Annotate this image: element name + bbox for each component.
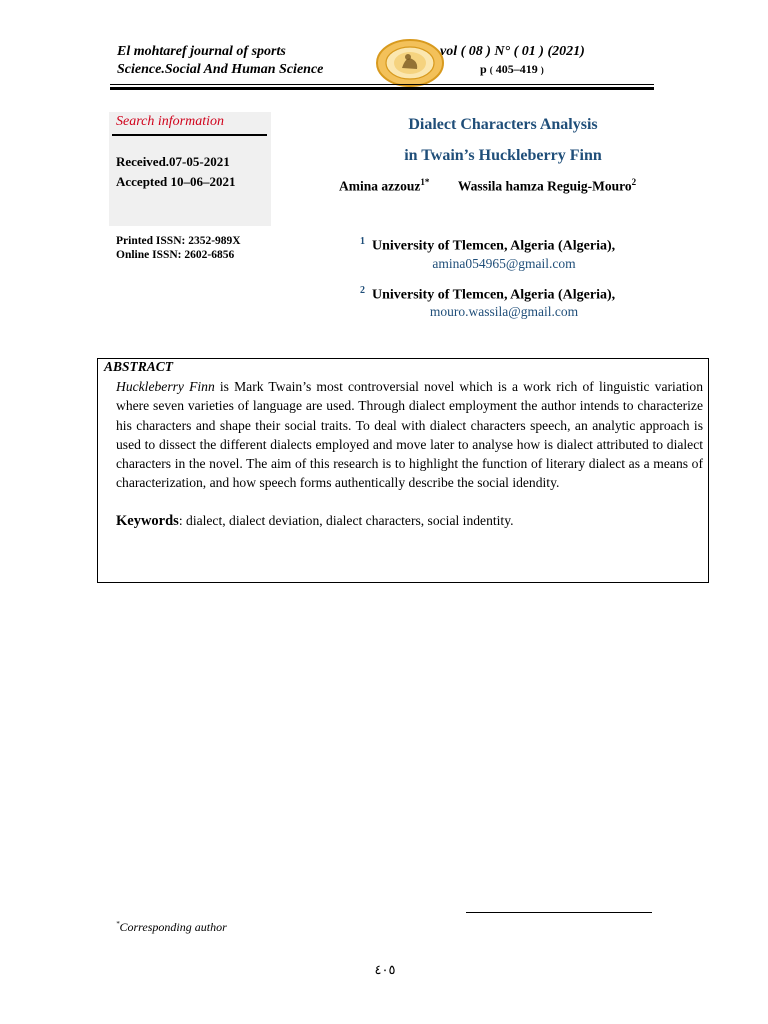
keywords [116,513,514,530]
online-issn: Online ISSN: 2602-6856 [116,249,235,261]
author-2: Wassila hamza Reguig-Mouro [457,178,632,194]
article-title-line1: Dialect Characters Analysis [408,116,598,133]
search-info-title: Search information [116,114,224,129]
affiliation-1-email[interactable]: amina054965@gmail.com [432,256,576,271]
footnote-mark: * [116,920,120,928]
affiliation-2-num: 2 [360,285,365,296]
pages-range: 405–419 [495,62,538,76]
footnote-rule [466,912,652,913]
issn-block [116,234,241,262]
search-info-divider [112,134,267,136]
keywords-label: Keywords [116,513,179,529]
received-date: Received.07-05-2021 [116,154,230,169]
pages-prefix: p [480,62,487,76]
journal-name-line2: Science.Social And Human Science [117,62,324,77]
journal-name [117,43,323,79]
dates-block [116,152,236,192]
page-number: ٤٠٥ [374,962,396,977]
accepted-date: Accepted 10–06–2021 [116,174,236,189]
abstract-lead: Huckleberry Finn [116,379,215,394]
footnote [116,920,227,935]
affiliation-2-institution: University of Tlemcen, Algeria (Algeria), [372,287,616,303]
affiliation-1 [360,236,660,255]
abstract-text [116,377,703,493]
header-rule-thick [110,87,654,90]
affiliation-2-email[interactable]: mouro.wassila@gmail.com [429,304,579,319]
pages-close: ) [540,65,544,75]
affiliation-1-num: 1 [360,236,365,247]
printed-issn: Printed ISSN: 2352-989X [116,235,241,247]
pages-open: ( [489,65,493,75]
article-title-line2: in Twain’s Huckleberry Finn [404,147,602,164]
affiliation-1-institution: University of Tlemcen, Algeria (Algeria), [372,238,616,254]
volume-info: vol ( 08 ) N° ( 01 ) (2021) [440,44,585,59]
authors-line [339,177,636,195]
header-rule-thin [110,84,654,85]
affiliation-2 [360,285,660,304]
journal-logo-icon [375,38,445,88]
abstract-body: is Mark Twain’s most controversial novel which is a work rich of linguistic variation where seven varieties of language are used. Through dialect employment the author intends to characterize his characters and shape their social traits. To deal with dialect characters speech, an analytic approach is used to dissect the different dialects employed and move later to analyse how is dialect attributed to dialect characters in the novel. The aim of this research is to highlight the function of literary dialect as a means of characterization, and how speech forms authentically describe the social idendity. [116,379,703,491]
page-range [480,62,544,77]
author-1-sup: 1* [420,177,430,187]
abstract-heading: ABSTRACT [104,359,174,374]
keywords-list: : dialect, dialect deviation, dialect characters, social indentity. [178,513,514,528]
author-1: Amina azzouz [339,178,421,194]
footnote-text: Corresponding author [119,920,227,934]
journal-name-line1: El mohtaref journal of sports [117,44,286,59]
author-2-sup: 2 [631,177,637,187]
